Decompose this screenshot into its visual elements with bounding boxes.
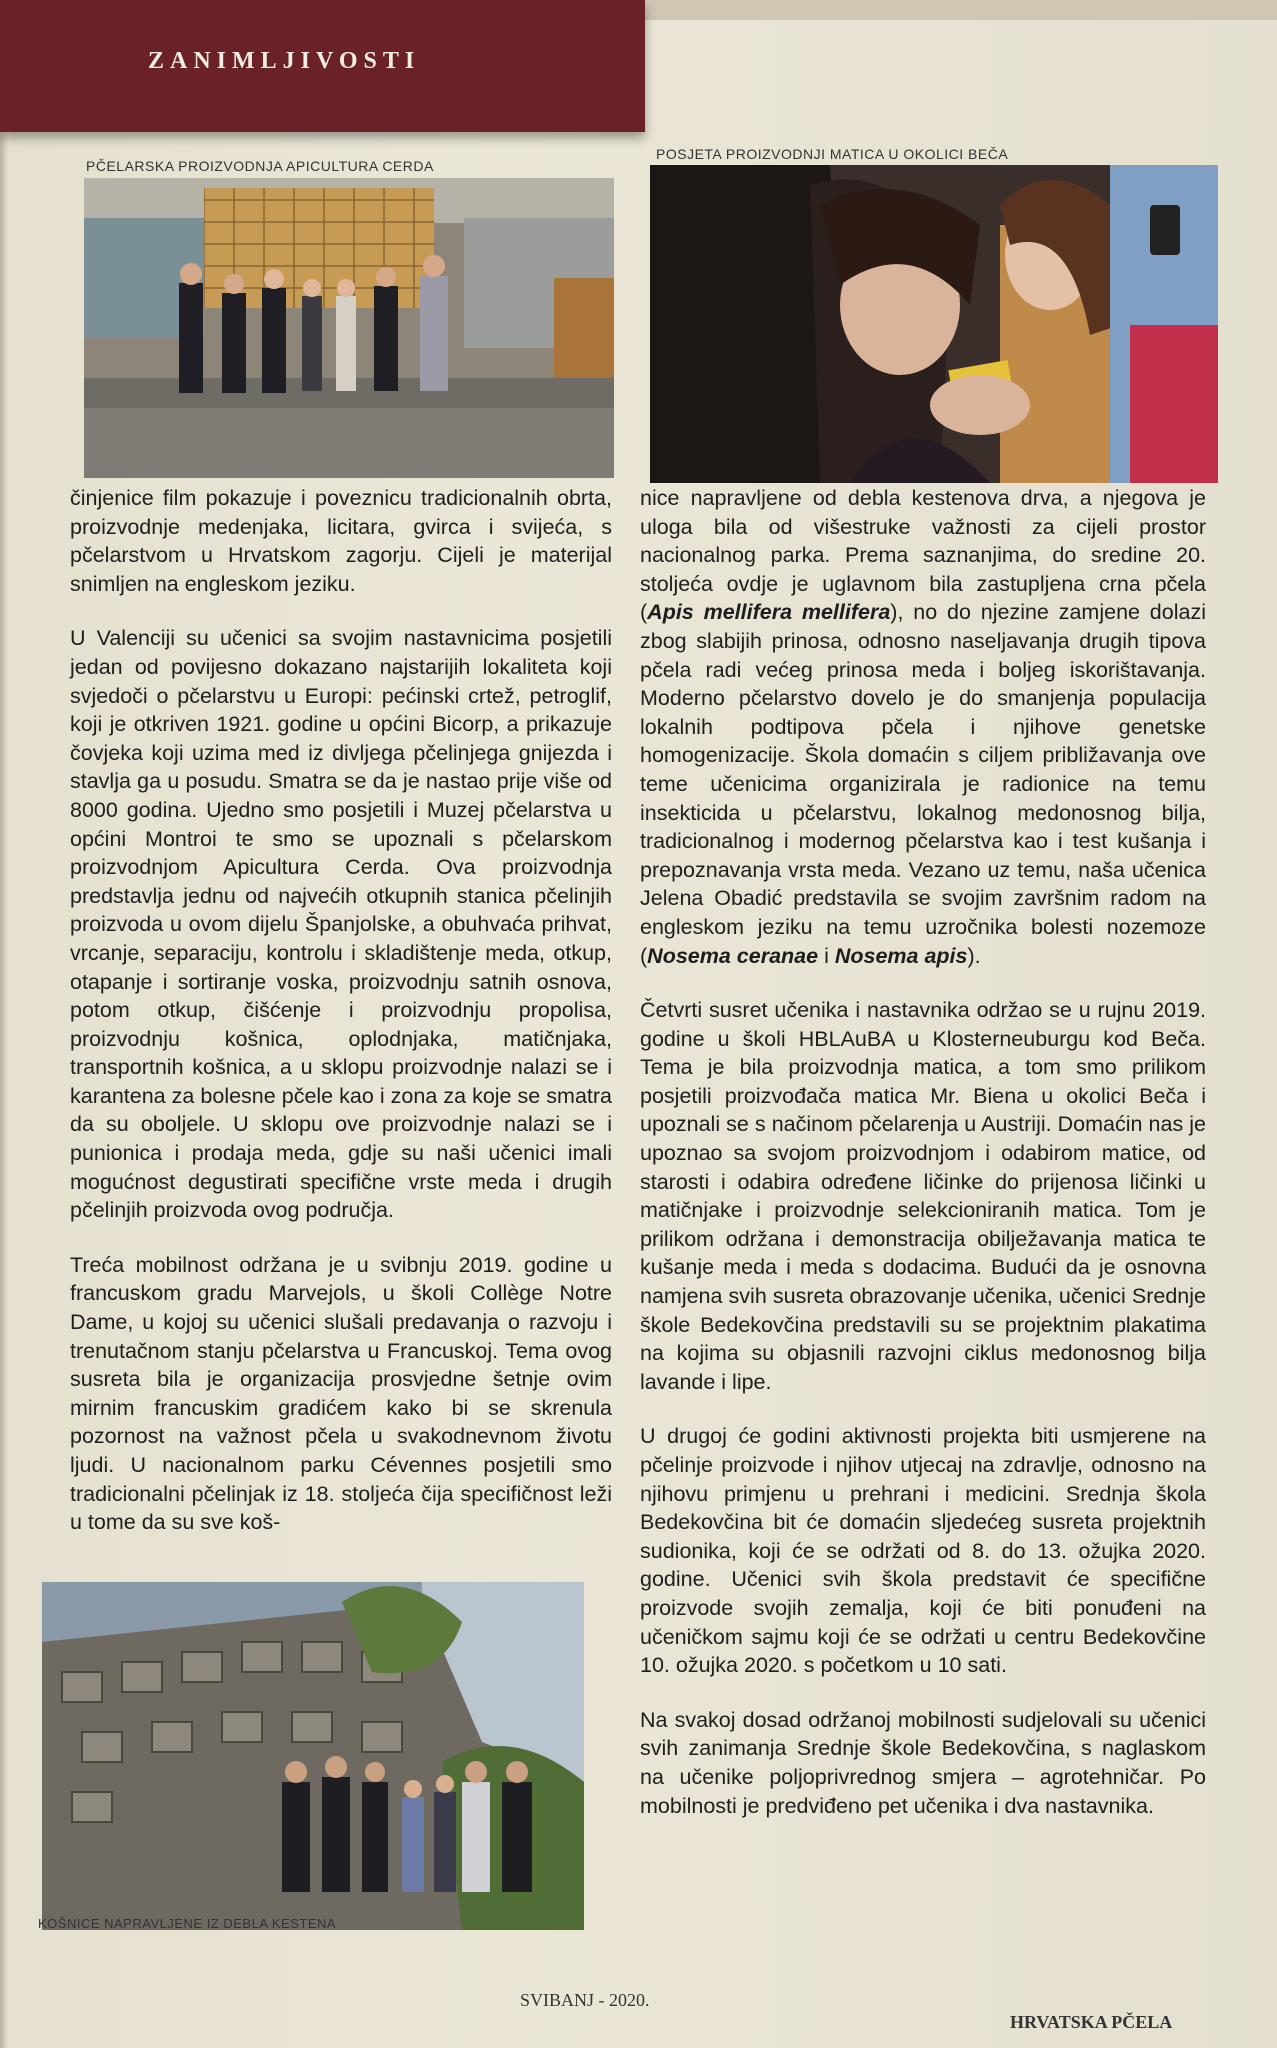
right-p1-start: nice napravljene od debla kestenova drva, a njegova je uloga bila od višestruke važnosti za cijeli prostor nacionalnog parka. Prema saznanjima, do sredine 20. stoljeća ovdje je uglavnom bila zastupljena crna pčela ( — [640, 486, 1206, 625]
left-paragraph-1: činjenice film pokazuje i poveznicu tradicionalnih obrta, proizvodnje medenjaka, licitara, gvirca i svijeća, s pčelarstvom u Hrvatskom zagorju. Cijeli je materijal snimljen na engleskom jeziku. — [70, 486, 612, 596]
right-paragraph-1 — [640, 484, 1206, 970]
section-title: ZANIMLJIVOSTI — [148, 48, 421, 74]
right-p1-and: i — [818, 943, 835, 968]
top-edge — [645, 0, 1277, 20]
right-paragraph-2: Četvrti susret učenika i nastavnika održao se u rujnu 2019. godine u školi HBLAuBA u Klosterneuburgu kod Beča. Tema je bila proizvodnja matica, a tom smo prilikom posjetili proizvođača matica Mr. Biena u okolici Beča i upoznali se s načinom pčelarenja u Austriji. Domaćin nas je upoznao sa svojom proizvodnjom i odabirom matice, od starosti i odabira određene ličinke do prijenosa ličinki u matičnjake i proizvodnje selekcioniranih matica. Tom je prilikom održana i demonstracija obilježavanja matica te kušanje meda i meda s dodacima. Budući da je osnovna namjena svih susreta obrazovanje učenika, učenici Srednje škole Bedekovčina predstavili su se projektnim plakatima na kojima su objasnili razvojni ciklus medonosnog bilja lavande i lipe. — [640, 998, 1206, 1394]
photo-students-phone — [650, 165, 1218, 483]
right-text-column — [640, 484, 1206, 1846]
photo-caption-3: KOŠNICE NAPRAVLJENE IZ DEBLA KESTENA — [38, 1916, 337, 1931]
footer-date: SVIBANJ - 2020. — [520, 1990, 650, 2010]
right-paragraph-3: U drugoj će godini aktivnosti projekta biti usmjerene na pčelinje proizvode i njihov utjecaj na zdravlje, odnosno na njihovu primjenu u prehrani i medicini. Srednja škola Bedekovčina bit će domaćin sljedećeg susreta projektnih sudionika, koji će se održati od 8. do 13. ožujka 2020. godine. Učenici svih škola predstavit će specifične proizvode svojih zemalja, koji će biti ponuđeni na učeničkom sajmu koji će se održati u centru Bedekovčine 10. ožujka 2020. s početkom u 10 sati. — [640, 1424, 1206, 1678]
left-paragraph-3: Treća mobilnost održana je u svibnju 2019. godine u francuskom gradu Marvejols, u školi Collège Notre Dame, u kojoj su učenici slušali predavanja o razvoju i trenutačnom stanju pčelarstva u Francuskoj. Tema ovog susreta bila je organizacija prosvjedne šetnje ovim mirnim francuskim gradićem kako bi se skrenula pozornost na važnost pčela u svakodnevnom životu ljudi. U nacionalnom parku Cévennes posjetili smo tradicionalni pčelinjak iz 18. stoljeća čija specifičnost leži u tome da su sve koš- — [70, 1252, 612, 1535]
right-p1-mid: ), no do njezine zamjene dolazi zbog slabijih prinosa, odnosno naseljavanja drugih tipova pčela radi većeg prinosa meda i boljeg iskorištavanja. Moderno pčelarstvo dovelo je do smanjenja populacija lokalnih podtipova pčela i njihove genetske homogenizacije. Škola domaćin s ciljem približavanja ove teme učenicima organizirala je radionice na temu insekticida u pčelarstvu, lokalnog medonosnog bilja, tradicionalnog i modernog pčelarstva kao i test kušanja i prepoznavanja vrsta meda. Vezano uz temu, naša učenica Jelena Obadić predstavila se svojim završnim radom na engleskom jeziku na temu uzročnika bolesti nozemoze ( — [640, 600, 1206, 968]
left-paragraph-2: U Valenciji su učenici sa svojim nastavnicima posjetili jedan od povijesno dokazano najstarijih lokaliteta koji svjedoči o pčelarstvu u Europi: pećinski crtež, petroglif, koji je otkriven 1921. godine u općini Bicorp, a prikazuje čovjeka koji uzima med iz divljega pčelinjega gnijezda i stavlja ga u posudu. Smatra se da je nastao prije više od 8000 godina. Ujedno smo posjetili i Muzej pčelarstva u općini Montroi te smo se upoznali s pčelarskom proizvodnjom Apicultura Cerda. Ova proizvodnja predstavlja jednu od najvećih otkupnih stanica pčelinjih proizvoda u ovom dijelu Španjolske, a obuhvaća prihvat, vrcanje, separaciju, kontrolu i skladištenje meda, otkup, otapanje i sortiranje voska, proizvodnju satnih osnova, potom otkup, čišćenje i proizvodnju propolisa, proizvodnju košnica, oplodnjaka, matičnjaka, transportnih košnica, a u sklopu proizvodnje nalazi se i karantena za bolesne pčele kao i zona za koje se smatra da su oboljele. U sklopu ove proizvodnje nalazi se i punionica i prodaja meda, gdje su naši učenici imali mogućnost degustirati specifične vrste meda i drugih pčelinjih proizvoda ovog područja. — [70, 626, 612, 1223]
species-nosema-apis: Nosema apis — [834, 943, 968, 968]
right-paragraph-4: Na svakoj dosad održanoj mobilnosti sudjelovali su učenici svih zanimanja Srednje škole Bedekovčina, s naglaskom na učenike poljoprivrednog smjera – agrotehničar. Po mobilnosti je predviđeno pet učenika i dva nastavnika. — [640, 1707, 1206, 1818]
right-p1-end: ). — [967, 943, 981, 968]
footer-magazine-name: HRVATSKA PČELA — [1010, 2012, 1173, 2032]
photo-caption-2: POSJETA PROIZVODNJI MATICA U OKOLICI BEČA — [656, 146, 1009, 162]
species-apis-mellifera: Apis mellifera mellifera — [647, 600, 891, 625]
section-header-band — [0, 0, 645, 132]
left-text-column — [70, 484, 612, 1563]
photo-caption-1: PČELARSKA PROIZVODNJA APICULTURA CERDA — [86, 158, 434, 174]
photo-stone-hives — [42, 1582, 584, 1930]
page-spine-shadow — [0, 0, 8, 2048]
photo-group-warehouse — [84, 178, 614, 478]
species-nosema-ceranae: Nosema ceranae — [647, 943, 819, 968]
